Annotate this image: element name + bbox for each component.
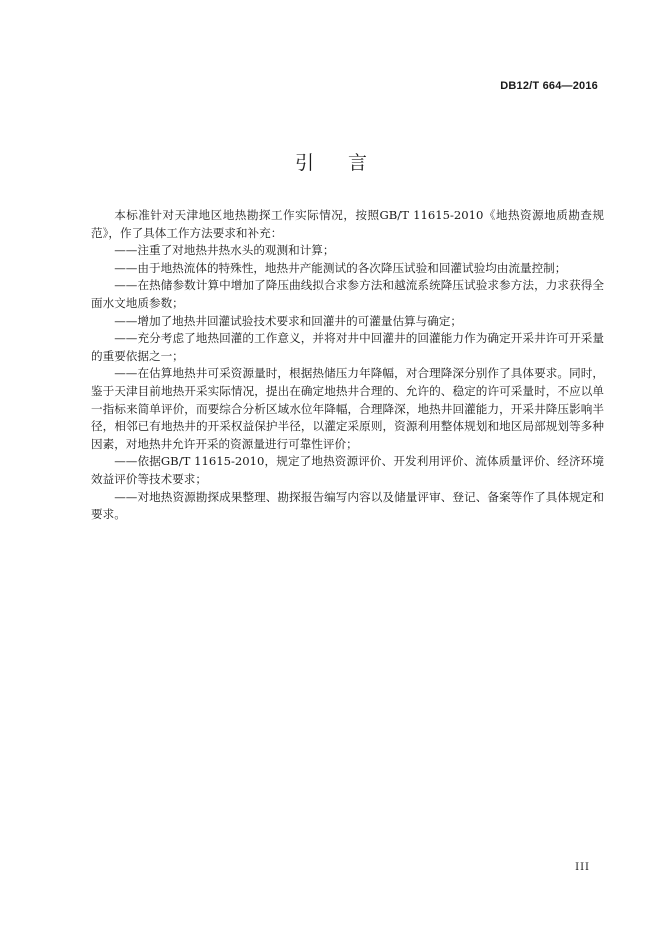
list-item: ——对地热资源勘探成果整理、勘探报告编写内容以及储量评审、登记、备案等作了具体规定和要求。 xyxy=(91,489,604,522)
intro-paragraph: 本标准针对天津地区地热勘探工作实际情况，按照GB/T 11615-2010《地热资源地质勘查规范》，作了具体工作方法要求和补充： xyxy=(91,208,604,240)
list-item: ——注重了对地热井热水头的观测和计算； xyxy=(114,243,335,258)
list-item: ——增加了地热井回灌试验技术要求和回灌井的可灌量估算与确定； xyxy=(114,313,463,328)
list-item: ——由于地热流体的特殊性，地热井产能测试的各次降压试验和回灌试验均由流量控制； xyxy=(114,260,567,275)
document-body xyxy=(91,207,604,524)
list-item: ——在热储参数计算中增加了降压曲线拟合求参方法和越流系统降压试验求参方法，力求获得全面水文地质参数； xyxy=(91,278,604,310)
list-item: ——依据GB/T 11615-2010，规定了地热资源评价、开发利用评价、流体质量评价、经济环境效益评价等技术要求； xyxy=(91,454,604,486)
list-item: ——充分考虑了地热回灌的工作意义，并将对井中回灌井的回灌能力作为确定开采井许可开采量的重要依据之一； xyxy=(91,331,604,363)
list-item: ——在估算地热井可采资源量时，根据热储压力年降幅，对合理降深分别作了具体要求。同时，鉴于天津目前地热开采实际情况，提出在确定地热井合理的、允许的、稳定的许可采量时，不应以单一指标来简单评价，而要综合分析区域水位年降幅，合理降深，地热井回灌能力，开采井降压影响半径，相邻已有地热井的开采权益保护半径，以灌定采原则，资源利用整体规划和地区局部规划等多种因素，对地热井允许开采的资源量进行可靠性评价； xyxy=(91,366,604,451)
page-title: 引言 xyxy=(294,152,401,174)
document-code: DB12/T 664—2016 xyxy=(500,80,598,92)
page-number: III xyxy=(575,862,590,873)
